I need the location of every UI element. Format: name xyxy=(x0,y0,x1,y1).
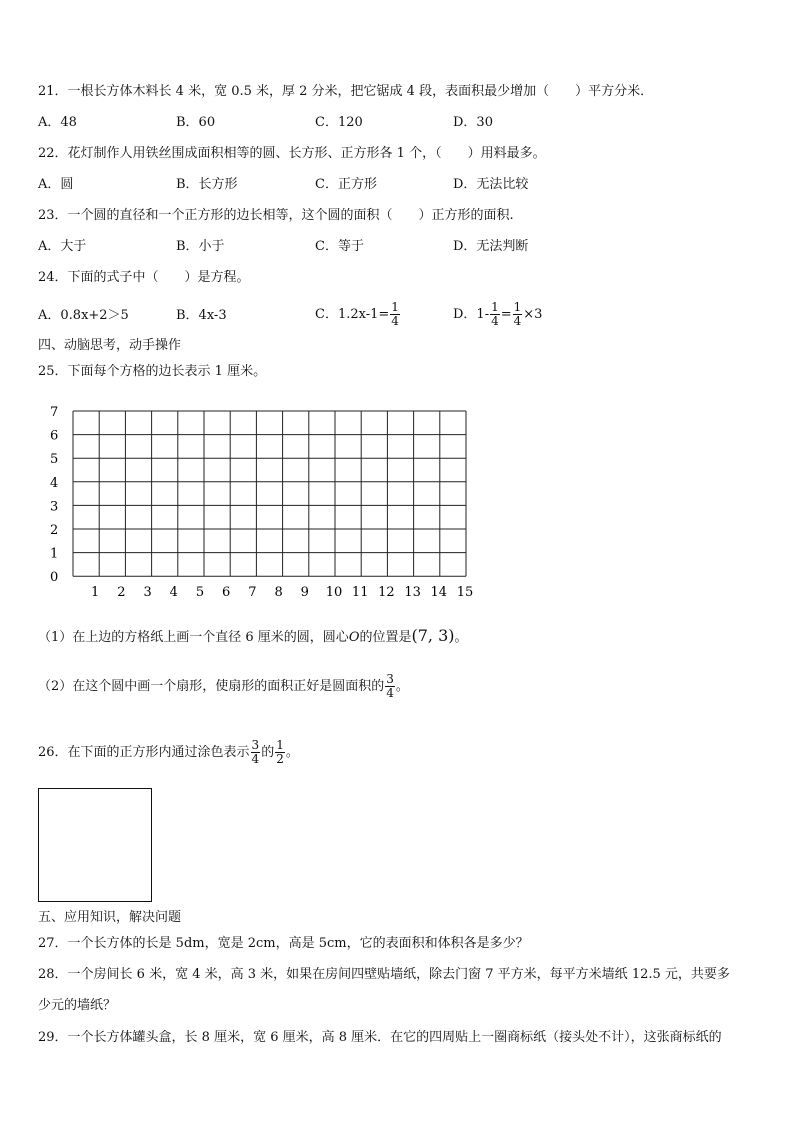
fraction xyxy=(251,739,261,766)
x-axis-tick-label: 3 xyxy=(143,585,152,601)
q24-option-d xyxy=(453,298,542,332)
x-axis-tick-label: 4 xyxy=(169,585,178,601)
fraction-numerator: 1 xyxy=(513,300,522,314)
x-axis-tick-label: 7 xyxy=(248,585,257,601)
q27-text: 27．一个长方体的长是 5dm，宽是 2cm，高是 5cm，它的表面积和体积各是多少？ xyxy=(38,936,529,951)
q22-option-c: C．正方形 xyxy=(315,177,377,192)
y-axis-tick-label: 3 xyxy=(50,499,59,515)
section-5-heading: 五、应用知识，解决问题 xyxy=(38,910,182,925)
q24-stem: 24．下面的式子中（ ）是方程。 xyxy=(38,270,250,285)
x-axis-tick-label: 8 xyxy=(274,585,283,601)
y-axis-tick-label: 4 xyxy=(50,475,59,491)
q24-option-c xyxy=(315,298,401,332)
x-axis-tick-label: 15 xyxy=(456,585,474,601)
coordinate-grid xyxy=(40,400,490,605)
q21-option-a: A．48 xyxy=(38,115,77,130)
center-coordinate: (7, 3) xyxy=(411,626,455,645)
equals-sign: = xyxy=(500,307,512,322)
fraction-numerator: 1 xyxy=(276,738,284,752)
q24-option-b: B．4x-3 xyxy=(176,308,227,323)
q26-stem xyxy=(38,736,299,770)
q21-option-b: B．60 xyxy=(176,115,216,130)
q23-option-c: C．等于 xyxy=(315,239,364,254)
q21-stem: 21．一根长方体木料长 4 米，宽 0.5 米，厚 2 分米，把它锯成 4 段，表面积最少增加（ ）平方分米． xyxy=(38,84,654,99)
q21-option-d: D．30 xyxy=(453,115,493,130)
fraction-denominator: 4 xyxy=(251,752,260,766)
y-axis-tick-label: 6 xyxy=(50,428,59,444)
fraction xyxy=(390,301,400,328)
q24-option-a: A．0.8x+2＞5 xyxy=(38,308,129,323)
x-axis-tick-label: 14 xyxy=(430,585,448,601)
y-axis-tick-label: 2 xyxy=(50,523,59,538)
q25-stem: 25．下面每个方格的边长表示 1 厘米。 xyxy=(38,364,267,379)
q26-text: 26．在下面的正方形内通过涂色表示 xyxy=(38,745,250,760)
x-axis-tick-label: 11 xyxy=(351,585,369,601)
x-axis-tick-label: 1 xyxy=(91,585,100,601)
center-variable: O xyxy=(348,630,360,645)
q22-option-b: B．长方形 xyxy=(176,177,238,192)
q23-option-d: D．无法判断 xyxy=(453,239,529,254)
q24-option-c-text: C．1.2x-1= xyxy=(315,307,390,322)
q23-option-a: A．大于 xyxy=(38,239,87,254)
fraction xyxy=(385,673,395,700)
q28-text-line2: 少元的墙纸？ xyxy=(38,998,117,1013)
q25-part2-end: 。 xyxy=(395,679,409,694)
q24-option-d-text: D．1- xyxy=(453,307,490,322)
q26-mid: 的 xyxy=(261,745,275,760)
q25-part1-text: （1）在上边的方格纸上画一个直径 6 厘米的圆，圆心 xyxy=(38,630,349,645)
q29-text: 29．一个长方体罐头盒，长 8 厘米，宽 6 厘米，高 8 厘米．在它的四周贴上一圈商标纸（接头处不计），这张商标纸的 xyxy=(38,1030,722,1045)
q25-part2-text: （2）在这个圆中画一个扇形，使扇形的面积正好是圆面积的 xyxy=(38,679,385,694)
fraction-denominator: 4 xyxy=(513,314,522,328)
x-axis-tick-label: 6 xyxy=(222,585,231,601)
fraction-denominator: 4 xyxy=(386,686,394,700)
y-axis-tick-label: 0 xyxy=(50,570,59,586)
x-axis-tick-label: 12 xyxy=(378,585,395,601)
x-axis-tick-label: 9 xyxy=(300,585,309,601)
q23-stem: 23．一个圆的直径和一个正方形的边长相等，这个圆的面积（ ）正方形的面积. xyxy=(38,208,514,223)
q25-part1 xyxy=(38,628,468,646)
square-shading-area[interactable] xyxy=(38,788,152,902)
fraction xyxy=(490,301,500,328)
x-axis-tick-label: 5 xyxy=(195,585,205,601)
fraction-numerator: 3 xyxy=(251,738,260,752)
x-axis-tick-label: 2 xyxy=(117,585,126,601)
q26-end: 。 xyxy=(285,745,299,760)
fraction-denominator: 4 xyxy=(491,314,499,328)
fraction-numerator: 1 xyxy=(391,300,399,314)
q25-part1-mid: 的位置是 xyxy=(359,630,412,645)
q22-option-d: D．无法比较 xyxy=(453,177,529,192)
x-axis-tick-label: 13 xyxy=(404,585,421,601)
q25-part1-end: 。 xyxy=(454,630,468,645)
fraction-numerator: 1 xyxy=(491,300,499,314)
q23-option-b: B．小于 xyxy=(176,239,225,254)
q28-text-line1: 28．一个房间长 6 米，宽 4 米，高 3 米，如果在房间四壁贴墙纸，除去门窗 7 平方米，每平方米墙纸 12.5 元，共要多 xyxy=(38,967,730,982)
fraction xyxy=(275,739,285,766)
fraction xyxy=(513,301,523,328)
q21-option-c: C．120 xyxy=(315,115,363,130)
q22-stem: 22．花灯制作人用铁丝围成面积相等的圆、长方形、正方形各 1 个，（ ）用料最多。 xyxy=(38,146,546,161)
y-axis-tick-label: 7 xyxy=(50,405,59,420)
x-axis-tick-label: 10 xyxy=(325,585,343,601)
fraction-denominator: 2 xyxy=(276,752,284,766)
q22-option-a: A．圆 xyxy=(38,177,74,192)
y-axis-tick-label: 1 xyxy=(50,546,59,562)
y-axis-tick-label: 5 xyxy=(50,452,59,468)
fraction-numerator: 3 xyxy=(386,672,394,686)
q24-option-d-tail: ×3 xyxy=(523,307,543,322)
section-4-heading: 四、动脑思考，动手操作 xyxy=(38,338,182,353)
fraction-denominator: 4 xyxy=(391,314,399,328)
q25-part2 xyxy=(38,670,409,704)
